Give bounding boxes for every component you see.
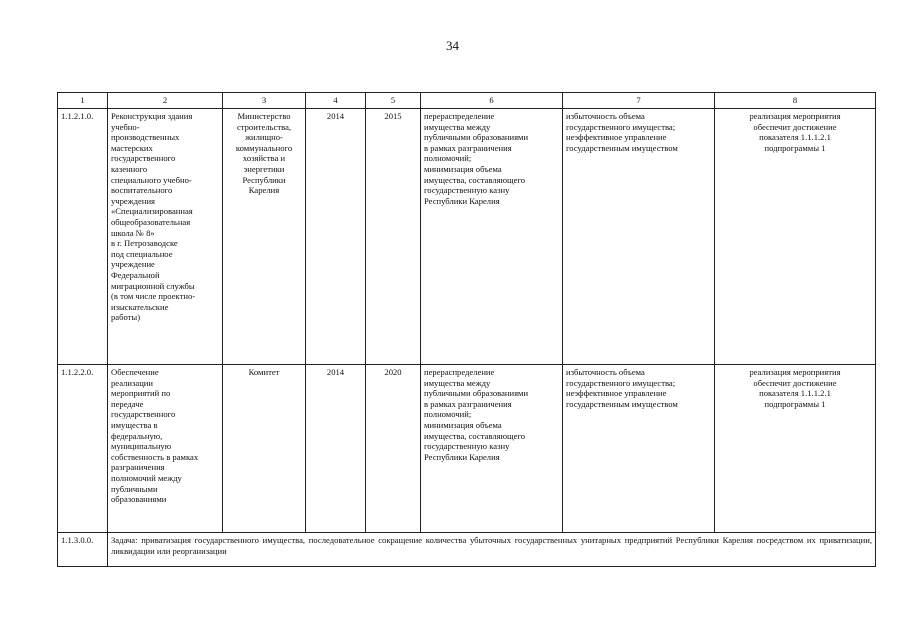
column-number: 6 bbox=[421, 93, 563, 109]
column-number-row bbox=[58, 93, 876, 109]
measure-indicator-link: реализация мероприятия обеспечит достижение показателя 1.1.1.2.1 подпрограммы 1 bbox=[715, 365, 876, 533]
measure-start-year: 2014 bbox=[306, 365, 366, 533]
table-row bbox=[58, 365, 876, 533]
column-number: 5 bbox=[366, 93, 421, 109]
column-number: 8 bbox=[715, 93, 876, 109]
measure-name: Реконструкция здания учебно- производственных мастерских государственного казенного специального учебно- воспитательного учреждения «Специализированная общеобразовательная школа № 8» в г. Петрозаводске под специальное учреждение Федеральной миграционной службы (в том числе проектно- изыскательские работы) bbox=[108, 109, 223, 365]
measure-executor: Министерство строительства, жилищно- коммунального хозяйства и энергетики Республики Карелия bbox=[223, 109, 306, 365]
measure-end-year: 2015 bbox=[366, 109, 421, 365]
measure-risk: избыточность объема государственного имущества; неэффективное управление государственным имуществом bbox=[563, 365, 715, 533]
measures-table bbox=[57, 92, 876, 567]
measure-expected-result: перераспределение имущества между публичными образованиями в рамках разграничения полномочий; минимизация объема имущества, составляющего государственную казну Республики Карелия bbox=[421, 109, 563, 365]
task-code: 1.1.3.0.0. bbox=[58, 533, 108, 567]
measure-name: Обеспечение реализации мероприятий по передаче государственного имущества в федеральную, муниципальную собственность в рамках разграничения полномочий между публичными образованиями bbox=[108, 365, 223, 533]
table-row bbox=[58, 109, 876, 365]
measure-end-year: 2020 bbox=[366, 365, 421, 533]
measure-executor: Комитет bbox=[223, 365, 306, 533]
measure-expected-result: перераспределение имущества между публичными образованиями в рамках разграничения полномочий; минимизация объема имущества, составляющего государственную казну Республики Карелия bbox=[421, 365, 563, 533]
column-number: 7 bbox=[563, 93, 715, 109]
column-number: 4 bbox=[306, 93, 366, 109]
measure-indicator-link: реализация мероприятия обеспечит достижение показателя 1.1.1.2.1 подпрограммы 1 bbox=[715, 109, 876, 365]
task-row bbox=[58, 533, 876, 567]
column-number: 1 bbox=[58, 93, 108, 109]
measure-code: 1.1.2.2.0. bbox=[58, 365, 108, 533]
column-number: 2 bbox=[108, 93, 223, 109]
column-number: 3 bbox=[223, 93, 306, 109]
measure-start-year: 2014 bbox=[306, 109, 366, 365]
measure-code: 1.1.2.1.0. bbox=[58, 109, 108, 365]
page-number: 34 bbox=[446, 38, 459, 53]
task-description: Задача: приватизация государственного имущества, последовательное сокращение количества убыточных государственных унитарных предприятий Республики Карелия посредством их приватизации, ликвидации или реорганизации bbox=[108, 533, 876, 567]
measure-risk: избыточность объема государственного имущества; неэффективное управление государственным имуществом bbox=[563, 109, 715, 365]
